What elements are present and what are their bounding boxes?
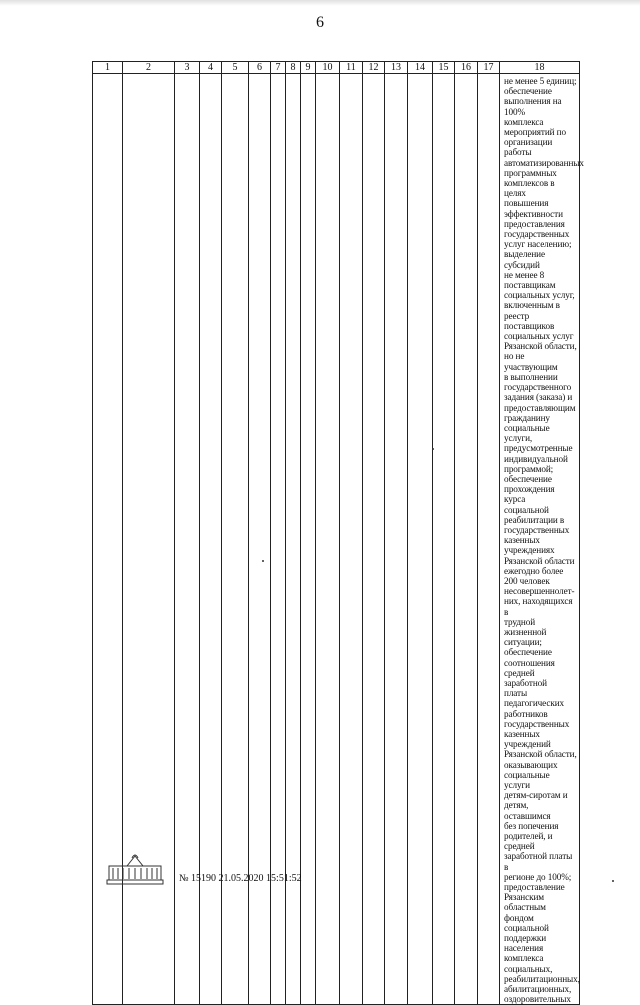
column-header: 15 — [433, 62, 455, 74]
column-header: 18 — [500, 62, 580, 74]
column-header: 7 — [271, 62, 286, 74]
column-header: 6 — [249, 62, 271, 74]
column-number-row — [93, 62, 580, 74]
table-cell — [316, 74, 340, 1005]
column-header: 5 — [222, 62, 249, 74]
registry-footer — [105, 850, 302, 886]
scan-edge-shadow — [0, 0, 640, 6]
column-header: 12 — [363, 62, 385, 74]
table-cell — [455, 74, 478, 1005]
column18-text: не менее 5 единиц; обеспечение выполнения на 100% комплекса мероприятий по организации работы автоматизированных программных комплексов в целях повышения эффективности предоставления государственных услуг населению; выделение субсидий не менее 8 поставщикам социальных услуг, включенным в реестр поставщиков социальных услуг Рязанской области, но не участвующим в выполнении государственного задания (заказа) и предоставляющим гражданину социальные услуги, предусмотренные индивидуальной программой; обеспечение прохождения курса социальной реабилитации в государственных казенных учреждениях Рязанской области ежегодно более 200 человек несовершеннолет- них, находящихся в трудной жизненной ситуации; обеспечение соотношения средней заработной платы педагогических работников государственных казенных учреждений Рязанской области, оказывающих социальные услуги детям-сиротам и детям, оставшимся без попечения родителей, и средней заработной платы в регионе до 100%; предоставление Рязанским областным фондом социальной поддержки населения комплекса социальных, реабилитационных, абилитационных, оздоровительных — [504, 76, 584, 1005]
registry-stamp: № 15190 21.05.2020 15:51:52 — [179, 873, 302, 884]
column-header: 16 — [455, 62, 478, 74]
column-header: 10 — [316, 62, 340, 74]
column-header: 11 — [340, 62, 363, 74]
description-cell — [500, 74, 584, 1005]
column-header: 14 — [408, 62, 433, 74]
scan-speck — [262, 560, 264, 562]
column-header: 17 — [478, 62, 500, 74]
column-header: 1 — [93, 62, 123, 74]
table-cell — [340, 74, 363, 1005]
table-cell — [385, 74, 408, 1005]
table-cell — [478, 74, 500, 1005]
column-header: 9 — [301, 62, 316, 74]
table-cell — [301, 74, 316, 1005]
government-building-logo-icon — [105, 850, 165, 886]
page-number: 6 — [316, 14, 324, 31]
scan-speck — [432, 448, 434, 450]
column-header: 8 — [286, 62, 301, 74]
table-cell — [363, 74, 385, 1005]
column-header: 4 — [200, 62, 222, 74]
table-cell — [408, 74, 433, 1005]
table-cell — [433, 74, 455, 1005]
scan-speck — [612, 880, 614, 882]
column-header: 2 — [123, 62, 175, 74]
column-header: 3 — [175, 62, 200, 74]
column-header: 13 — [385, 62, 408, 74]
